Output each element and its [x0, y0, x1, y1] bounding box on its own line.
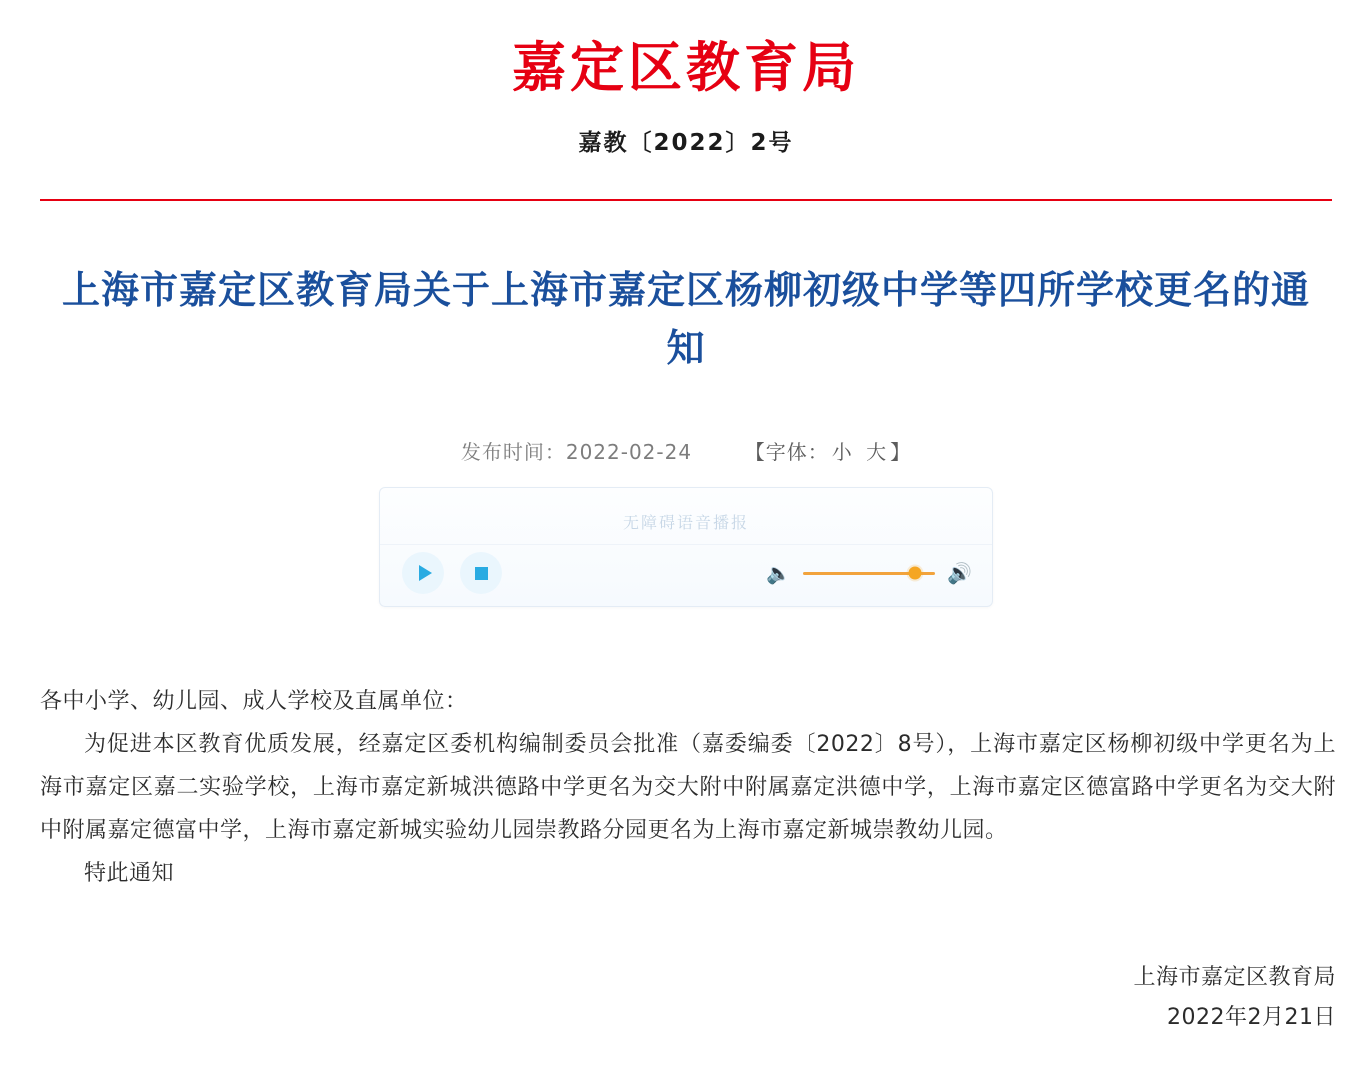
red-separator-rule [40, 199, 1332, 201]
document-number: 嘉教〔2022〕2号 [578, 129, 794, 156]
publish-time-label: 发布时间： [460, 440, 566, 465]
issuing-organization-title: 嘉定区教育局 [512, 36, 860, 99]
volume-slider-handle[interactable] [909, 567, 922, 580]
player-controls [402, 552, 502, 594]
font-size-control [745, 440, 911, 464]
publish-time-value: 2022-02-24 [565, 440, 693, 465]
volume-slider[interactable] [803, 572, 935, 575]
document-meta [40, 436, 1332, 465]
document-body [40, 681, 1336, 895]
page-title: 上海市嘉定区教育局关于上海市嘉定区杨柳初级中学等四所学校更名的通知 [61, 267, 1310, 371]
accessible-audio-player[interactable] [379, 487, 993, 607]
audio-player-label: 无障碍语音播报 [622, 513, 749, 533]
play-icon [419, 565, 432, 581]
stop-button[interactable] [460, 552, 502, 594]
volume-low-icon[interactable]: 🔈 [766, 561, 792, 586]
signature-date: 2022年2月21日 [1167, 1005, 1336, 1031]
player-divider [380, 544, 992, 545]
salutation-paragraph: 各中小学、幼儿园、成人学校及直属单位： [40, 689, 468, 715]
font-size-small-button[interactable]: 小 [831, 440, 853, 465]
signature-issuer: 上海市嘉定区教育局 [1133, 964, 1336, 990]
font-size-suffix: 】 [890, 440, 912, 465]
signature-block [40, 958, 1336, 1079]
stop-icon [475, 567, 488, 580]
body-paragraph-1: 为促进本区教育优质发展，经嘉定区委机构编制委员会批准（嘉委编委〔2022〕8号），上海市嘉定区杨柳初级中学更名为上海市嘉定区嘉二实验学校，上海市嘉定新城洪德路中学更名为交大附中附属嘉定洪德中学，上海市嘉定区德富路中学更名为交大附中附属嘉定德富中学，上海市嘉定新城实验幼儿园崇教路分园更名为上海市嘉定新城崇教幼儿园。 [40, 732, 1336, 843]
volume-area [766, 552, 972, 594]
play-button[interactable] [402, 552, 444, 594]
masthead [40, 0, 1332, 201]
font-size-large-button[interactable]: 大 [866, 440, 888, 465]
body-paragraph-2: 特此通知 [84, 860, 175, 886]
volume-high-icon[interactable]: 🔊 [947, 561, 972, 586]
font-size-prefix: 【字体： [744, 440, 829, 465]
